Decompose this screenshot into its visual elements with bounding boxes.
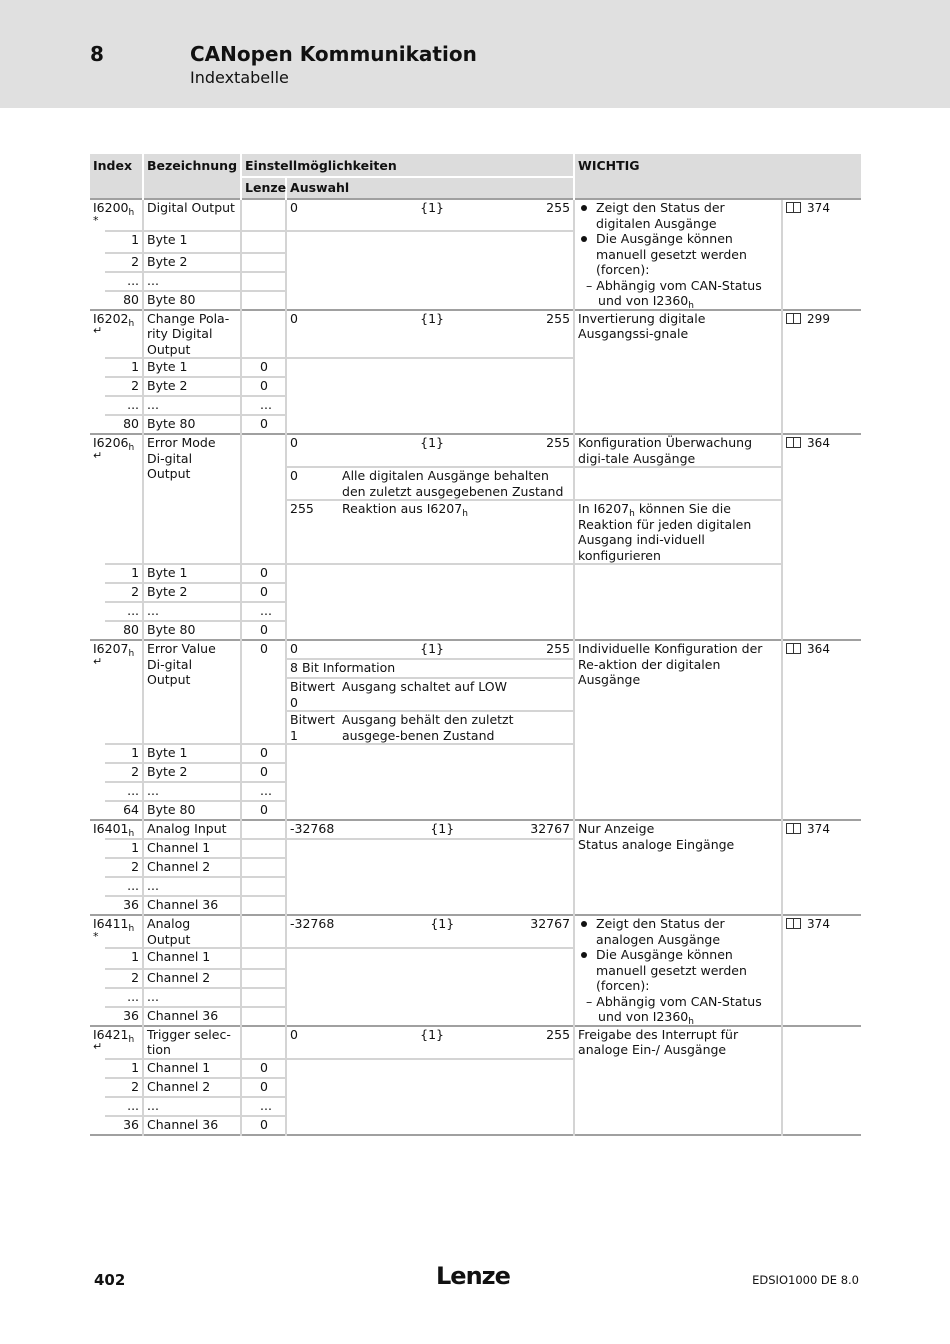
table-row: Bitwert 1 Ausgang behält den zuletzt ausgege-benen Zustand bbox=[90, 711, 861, 744]
index-cell: $I6200_h$ * bbox=[90, 199, 143, 231]
col-auswahl: Auswahl bbox=[286, 177, 574, 199]
name-cell: Change Pola-rity Digital Output bbox=[143, 310, 241, 359]
table-row bbox=[90, 915, 861, 948]
chapter-number: 8 bbox=[90, 42, 104, 66]
lenze-logo: Lenze bbox=[436, 1262, 510, 1290]
col-wichtig: WICHTIG bbox=[574, 154, 861, 177]
book-icon bbox=[786, 918, 801, 929]
col-einstell: Einstellmöglichkeiten bbox=[241, 154, 574, 177]
table-row: ... ... bbox=[90, 988, 861, 1007]
book-icon bbox=[786, 313, 801, 324]
col-lenze: Lenze bbox=[241, 177, 286, 199]
range-cell: 0 {1} 255 bbox=[286, 434, 574, 467]
book-icon bbox=[786, 643, 801, 654]
range-cell: -32768 {1} 32767 bbox=[286, 915, 574, 948]
table-row: 2 Byte 2 0 bbox=[90, 583, 861, 602]
dash-item: – Abhängig vom CAN-Status und von $I2360_h$ bbox=[586, 277, 762, 311]
book-icon bbox=[786, 437, 801, 448]
table-row: ... ... bbox=[90, 272, 861, 291]
table-row: 1 Channel 1 bbox=[90, 948, 861, 969]
page-number: 402 bbox=[94, 1271, 126, 1289]
table-row: 2 Channel 2 bbox=[90, 858, 861, 877]
bullet-list bbox=[578, 200, 778, 278]
page-header bbox=[0, 0, 950, 108]
table-row: 1 Channel 1 bbox=[90, 839, 861, 858]
table-row: 2 Channel 2 bbox=[90, 969, 861, 988]
table-row bbox=[90, 1026, 861, 1059]
index-cell: $I6207_h$ ↵ bbox=[90, 640, 143, 744]
dash-item: – Abhängig vom CAN-Status und von $I2360_h$ bbox=[586, 993, 762, 1027]
table-row: 2 Byte 2 0 bbox=[90, 377, 861, 396]
wichtig-cell: Konfiguration Überwachung digi-tale Ausgänge bbox=[574, 434, 782, 467]
range-cell: 0 {1} 255 bbox=[286, 640, 574, 659]
name-cell: Analog Output bbox=[143, 915, 241, 948]
table-row: 8 Bit Information bbox=[90, 659, 861, 678]
range-cell: 0 {1} 255 bbox=[286, 199, 574, 231]
wichtig-cell: Nur Anzeige Status analoge Eingänge bbox=[574, 820, 782, 915]
book-icon bbox=[786, 202, 801, 213]
wichtig-cell: Individuelle Konfiguration der Re-aktion der digitalen Ausgänge bbox=[574, 640, 782, 820]
wichtig-cell: Freigabe des Interrupt für analoge Ein-/ Ausgänge bbox=[574, 1026, 782, 1135]
table-row: 1 Byte 1 0 bbox=[90, 744, 861, 763]
table-row bbox=[90, 820, 861, 839]
table-row: 2 Byte 2 bbox=[90, 253, 861, 272]
section-subtitle: Indextabelle bbox=[190, 68, 289, 87]
table-row: ... ... bbox=[90, 877, 861, 896]
name-cell: Error Value Di-gital Output bbox=[143, 640, 241, 744]
table-row: Bitwert 0 Ausgang schaltet auf LOW bbox=[90, 678, 861, 711]
table-row bbox=[90, 434, 861, 467]
table-row bbox=[90, 310, 861, 359]
table-row: 36 Channel 36 bbox=[90, 1007, 861, 1026]
col-index: Index bbox=[90, 154, 143, 177]
table-row: 36 Channel 36 bbox=[90, 896, 861, 915]
bullet-item: Die Ausgänge können manuell gesetzt werden (forcen): bbox=[596, 947, 778, 994]
table-row: ... ... ... bbox=[90, 782, 861, 801]
index-cell: $I6411_h$ * bbox=[90, 915, 143, 948]
table-row: 2 Byte 2 0 bbox=[90, 763, 861, 782]
ref-cell: 374 bbox=[782, 820, 861, 915]
lenze-cell bbox=[241, 199, 286, 231]
bullet-item: Die Ausgänge können manuell gesetzt werden (forcen): bbox=[596, 231, 778, 278]
wichtig-cell bbox=[574, 915, 782, 1026]
index-cell: $I6206_h$ ↵ bbox=[90, 434, 143, 564]
table-row: 80 Byte 80 0 bbox=[90, 621, 861, 640]
bullet-list bbox=[578, 916, 778, 994]
table-row: 255 Reaktion aus $I6207_h$ In $I6207_h$ können Sie die Reaktion für jeden digitalen Ausgang indi-viduell konfigurieren bbox=[90, 500, 861, 564]
ref-cell: 299 bbox=[782, 310, 861, 435]
name-cell: Analog Input bbox=[143, 820, 241, 839]
table-row: ... ... ... bbox=[90, 602, 861, 621]
table-row: 36 Channel 36 0 bbox=[90, 1116, 861, 1135]
range-cell: 0 {1} 255 bbox=[286, 310, 574, 359]
range-cell: -32768 {1} 32767 bbox=[286, 820, 574, 839]
table-row: $I6207_h$ ↵ Error Value Di-gital Output 0 0 {1} 255 Individuelle Konfiguration der Re-aktion der digitalen Ausgänge 364 bbox=[90, 640, 861, 659]
table-row bbox=[90, 199, 861, 231]
name-cell: Digital Output bbox=[143, 199, 241, 231]
table-row: 1 Byte 1 0 bbox=[90, 564, 861, 583]
wichtig-cell bbox=[574, 199, 782, 310]
bullet-item: Zeigt den Status der digitalen Ausgänge bbox=[596, 200, 778, 231]
table-row: ... ... ... bbox=[90, 396, 861, 415]
name-cell: Error Mode Di-gital Output bbox=[143, 434, 241, 564]
col-bezeichnung: Bezeichnung bbox=[143, 154, 241, 177]
index-cell: $I6401_h$ bbox=[90, 820, 143, 839]
index-cell: $I6202_h$ ↵ bbox=[90, 310, 143, 359]
table-row: 64 Byte 80 0 bbox=[90, 801, 861, 820]
table-row: 1 Channel 1 0 bbox=[90, 1059, 861, 1078]
table-row: 2 Channel 2 0 bbox=[90, 1078, 861, 1097]
book-icon bbox=[786, 823, 801, 834]
index-cell: $I6421_h$ ↵ bbox=[90, 1026, 143, 1059]
ref-cell: 364 bbox=[782, 640, 861, 820]
ref-cell: 374 bbox=[782, 199, 861, 310]
table-header-row bbox=[90, 154, 861, 177]
table-row: 80 Byte 80 0 bbox=[90, 415, 861, 434]
range-cell: 0 {1} 255 bbox=[286, 1026, 574, 1059]
table-row: 1 Byte 1 0 bbox=[90, 358, 861, 377]
table-subheader-row bbox=[90, 177, 861, 199]
wichtig-cell: Invertierung digitale Ausgangssi-gnale bbox=[574, 310, 782, 435]
name-cell: Trigger selec-tion bbox=[143, 1026, 241, 1059]
table-row: ... ... ... bbox=[90, 1097, 861, 1116]
ref-cell: 364 bbox=[782, 434, 861, 640]
document-code: EDSIO1000 DE 8.0 bbox=[752, 1273, 859, 1287]
table-row: 1 Byte 1 bbox=[90, 231, 861, 253]
table-row: 80 Byte 80 bbox=[90, 291, 861, 310]
index-table bbox=[90, 154, 861, 1136]
bullet-item: Zeigt den Status der analogen Ausgänge bbox=[596, 916, 778, 947]
table-row: 0 Alle digitalen Ausgänge behalten den zuletzt ausgegebenen Zustand bbox=[90, 467, 861, 500]
chapter-title: CANopen Kommunikation bbox=[190, 42, 477, 66]
ref-cell: 374 bbox=[782, 915, 861, 1026]
